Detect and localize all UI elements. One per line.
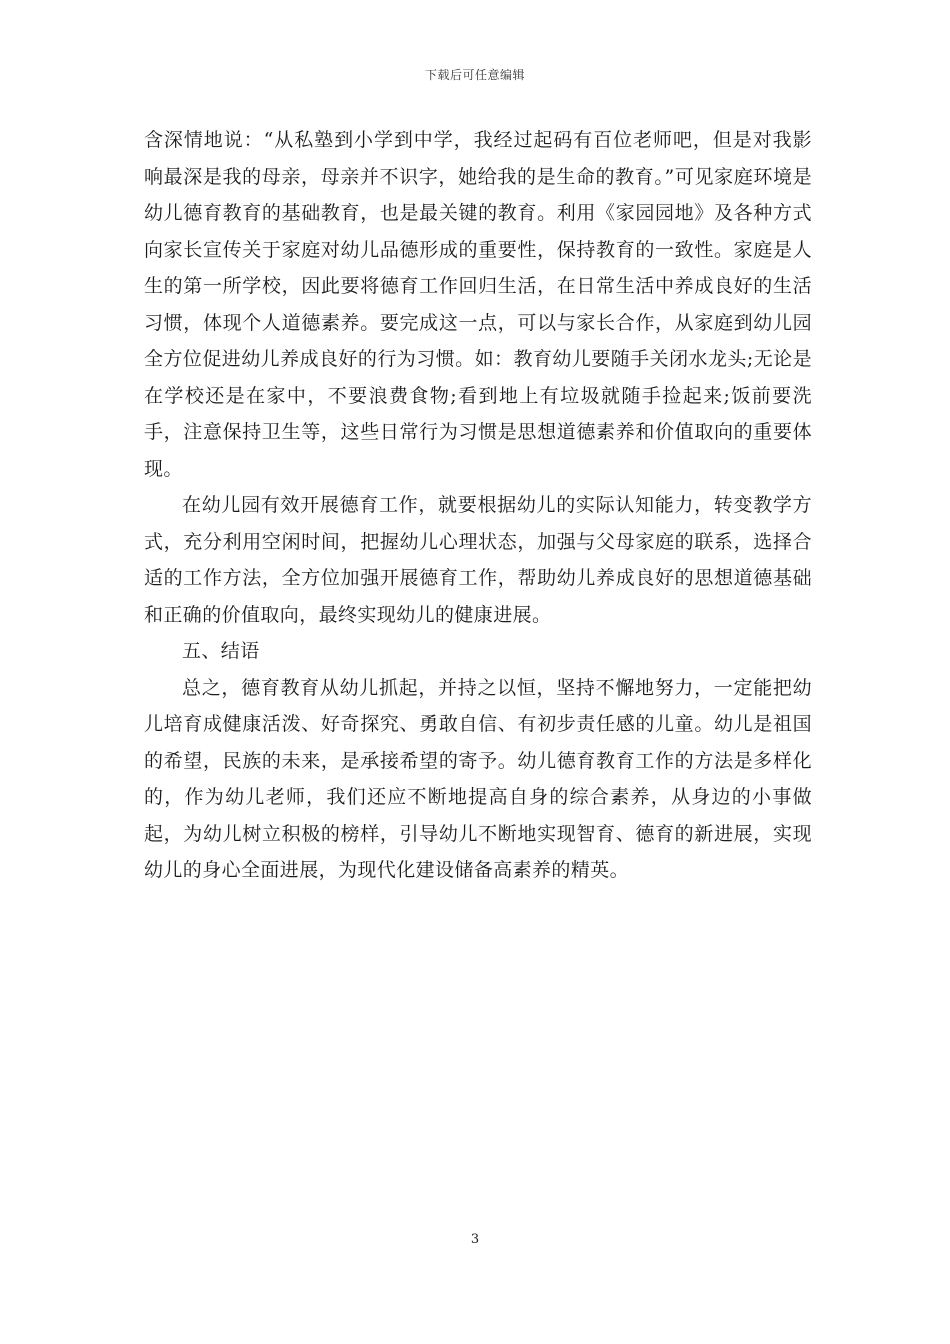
section-heading: 五、结语 <box>182 640 260 662</box>
document-body <box>144 122 812 889</box>
paragraph-continued: 含深情地说：“从私塾到小学到中学，我经过起码有百位老师吧，但是对我影响最深是我的母亲，母亲并不识字，她给我的是生命的教育。”可见家庭环境是幼儿德育教育的基础教育，也是最关键的教育。利用《家园园地》及各种方式向家长宣传关于家庭对幼儿品德形成的重要性，保持教育的一致性。家庭是人生的第一所学校，因此要将德育工作回归生活，在日常生活中养成良好的生活习惯，体现个人道德素养。要完成这一点，可以与家长合作，从家庭到幼儿园全方位促进幼儿养成良好的行为习惯。如：教育幼儿要随手关闭水龙头;无论是在学校还是在家中，不要浪费食物;看到地上有垃圾就随手捡起来;饭前要洗手，注意保持卫生等，这些日常行为习惯是思想道德素养和价值取向的重要体现。 <box>144 129 812 480</box>
header-note: 下载后可任意编辑 <box>424 68 525 82</box>
page-number: 3 <box>470 1232 480 1247</box>
paragraph: 在幼儿园有效开展德育工作，就要根据幼儿的实际认知能力，转变教学方式，充分利用空闲时间，把握幼儿心理状态，加强与父母家庭的联系，选择合适的工作方法，全方位加强开展德育工作，帮助幼儿养成良好的思想道德基础和正确的价值取向，最终实现幼儿的健康进展。 <box>144 494 812 626</box>
paragraph-conclusion: 总之，德育教育从幼儿抓起，并持之以恒，坚持不懈地努力，一定能把幼儿培育成健康活泼、好奇探究、勇敢自信、有初步责任感的儿童。幼儿是祖国的希望，民族的未来，是承接希望的寄予。幼儿德育教育工作的方法是多样化的，作为幼儿老师，我们还应不断地提高自身的综合素养，从身边的小事做起，为幼儿树立积极的榜样，引导幼儿不断地实现智育、德育的新进展，实现幼儿的身心全面进展，为现代化建设储备高素养的精英。 <box>144 676 812 881</box>
